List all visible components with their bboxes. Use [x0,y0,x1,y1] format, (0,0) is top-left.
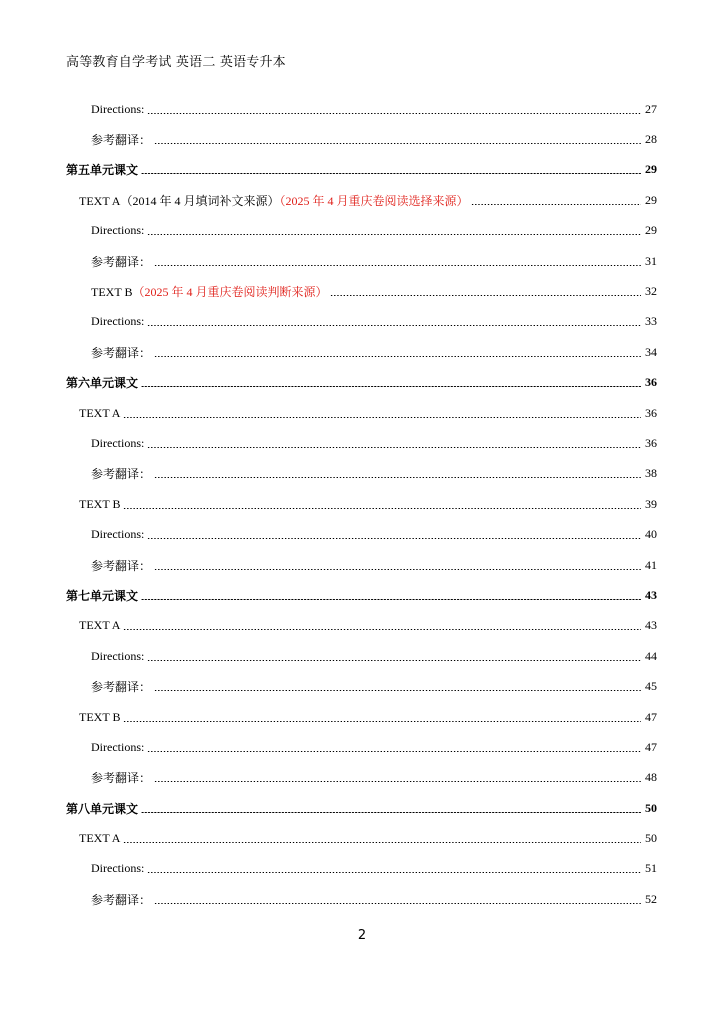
toc-entry-title-text: TEXT A [79,405,121,420]
dot-leader [141,386,641,387]
toc-entry[interactable] [0,124,724,154]
toc-entry-title-text: TEXT B [79,496,121,511]
toc-entry-page-number: 51 [645,861,657,876]
toc-entry[interactable] [0,368,724,398]
toc-entry-page-number: 44 [645,648,657,663]
dot-leader [123,508,641,509]
toc-entry-page-number: 52 [645,891,657,906]
toc-entry-page-number: 36 [645,405,657,420]
toc-entry-source-note: （2025 年 4 月重庆卷阅读判断来源） [132,285,328,300]
dot-leader [154,781,641,782]
toc-entry-title [91,344,151,361]
toc-entry[interactable] [0,611,724,641]
dot-leader [147,234,641,235]
dot-leader [154,477,641,478]
dot-leader [154,690,641,691]
toc-entry-title [91,102,144,117]
toc-entry-title [66,800,138,817]
toc-entry-title-text: 参考翻译： [91,680,152,695]
toc-entry-title-text: 参考翻译： [91,771,152,786]
toc-entry-page-number: 43 [645,587,657,602]
dot-leader [123,842,641,843]
toc-entry-page-number: 36 [645,375,657,390]
toc-entry-page-number: 27 [645,101,657,116]
toc-entry-title-text: Directions: [91,648,145,663]
dot-leader [154,265,641,266]
toc-entry-title [91,223,144,238]
toc-entry-page-number: 32 [645,284,657,299]
toc-entry[interactable] [0,641,724,671]
toc-entry-title-text: Directions: [91,314,145,329]
toc-entry-title-text: TEXT A [79,618,121,633]
toc-entry-title [91,557,151,574]
toc-entry-title-text: 参考翻译： [91,558,152,573]
toc-entry-page-number: 29 [645,192,657,207]
toc-entry[interactable] [0,580,724,610]
toc-entry-title [79,192,468,209]
page-number: 2 [357,928,367,943]
toc-entry-title [91,861,144,876]
toc-entry[interactable] [0,428,724,458]
table-of-contents [0,94,724,915]
dot-leader [154,356,641,357]
toc-entry-title [91,649,144,664]
toc-entry[interactable] [0,854,724,884]
toc-entry[interactable] [0,185,724,215]
toc-entry-title-text: 参考翻译： [91,254,152,269]
toc-entry-page-number: 28 [645,132,657,147]
dot-leader [147,325,641,326]
toc-entry[interactable] [0,489,724,519]
toc-entry[interactable] [0,763,724,793]
toc-entry[interactable] [0,823,724,853]
toc-entry-title-text: Directions: [91,101,145,116]
toc-entry-title [79,831,120,846]
dot-leader [147,660,641,661]
dot-leader [154,569,641,570]
toc-entry[interactable] [0,246,724,276]
toc-entry-title [79,406,120,421]
dot-leader [123,417,641,418]
dot-leader [147,447,641,448]
toc-entry[interactable] [0,307,724,337]
toc-entry-title [91,740,144,755]
dot-leader [471,204,641,205]
toc-entry[interactable] [0,337,724,367]
toc-entry-title-text: 参考翻译： [91,892,152,907]
toc-entry-page-number: 31 [645,253,657,268]
toc-entry[interactable] [0,732,724,762]
toc-entry-title-text: 第八单元课文 [66,801,139,816]
toc-entry[interactable] [0,398,724,428]
toc-entry[interactable] [0,793,724,823]
toc-entry[interactable] [0,155,724,185]
toc-entry-title-text: Directions: [91,223,145,238]
toc-entry-title [91,314,144,329]
toc-entry-title-text: 第六单元课文 [66,376,139,391]
toc-entry-page-number: 41 [645,557,657,572]
toc-entry-title-text: 参考翻译： [91,467,152,482]
toc-entry-title [66,374,138,391]
toc-entry-title-text: 第七单元课文 [66,588,139,603]
toc-entry-page-number: 50 [645,800,657,815]
dot-leader [141,173,641,174]
toc-entry-title-text: Directions: [91,739,145,754]
toc-entry[interactable] [0,519,724,549]
dot-leader [123,721,641,722]
dot-leader [147,113,641,114]
toc-entry-title-text: TEXT A [79,831,121,846]
toc-entry-title [91,131,151,148]
toc-entry-page-number: 34 [645,344,657,359]
toc-entry-title-text: TEXT A（2014 年 4 月填词补文来源） [79,193,280,208]
toc-entry-page-number: 50 [645,831,657,846]
toc-entry-title [91,283,327,300]
toc-entry-title [66,161,138,178]
running-header: 高等教育自学考试 英语二 英语专升本 [66,55,286,70]
toc-entry[interactable] [0,550,724,580]
dot-leader [147,538,641,539]
toc-entry[interactable] [0,671,724,701]
toc-entry-page-number: 45 [645,679,657,694]
toc-entry-title [91,891,151,908]
dot-leader [141,599,641,600]
toc-entry-title [91,678,151,695]
toc-entry-source-note: （2025 年 4 月重庆卷阅读选择来源） [279,193,469,208]
toc-entry-title [91,769,151,786]
dot-leader [141,812,641,813]
dot-leader [147,872,641,873]
toc-entry-title-text: TEXT B [91,285,133,300]
toc-entry-title [79,710,120,725]
toc-entry-title [91,436,144,451]
toc-entry-page-number: 29 [645,223,657,238]
dot-leader [123,629,641,630]
toc-entry-title [66,587,138,604]
toc-entry[interactable] [0,216,724,246]
toc-entry-title-text: Directions: [91,527,145,542]
toc-entry-title [91,253,151,270]
toc-entry[interactable] [0,94,724,124]
toc-entry-page-number: 39 [645,496,657,511]
toc-entry-title [91,465,151,482]
toc-entry[interactable] [0,702,724,732]
dot-leader [147,751,641,752]
dot-leader [154,143,641,144]
toc-entry-title [79,497,120,512]
toc-entry[interactable] [0,884,724,914]
toc-entry-title [91,527,144,542]
toc-entry-title-text: TEXT B [79,709,121,724]
toc-entry-page-number: 48 [645,770,657,785]
toc-entry-title [79,618,120,633]
toc-entry[interactable] [0,459,724,489]
toc-entry-title-text: Directions: [91,435,145,450]
toc-entry-page-number: 29 [645,162,657,177]
toc-entry-page-number: 36 [645,435,657,450]
toc-entry-page-number: 47 [645,739,657,754]
toc-entry-page-number: 43 [645,618,657,633]
toc-entry-page-number: 33 [645,314,657,329]
toc-entry-page-number: 47 [645,709,657,724]
dot-leader [330,295,641,296]
toc-entry-title-text: 参考翻译： [91,345,152,360]
toc-entry-title-text: Directions: [91,861,145,876]
dot-leader [154,903,641,904]
toc-entry-page-number: 40 [645,527,657,542]
toc-entry-title-text: 第五单元课文 [66,163,139,178]
toc-entry[interactable] [0,276,724,306]
toc-entry-page-number: 38 [645,466,657,481]
toc-entry-title-text: 参考翻译： [91,133,152,148]
